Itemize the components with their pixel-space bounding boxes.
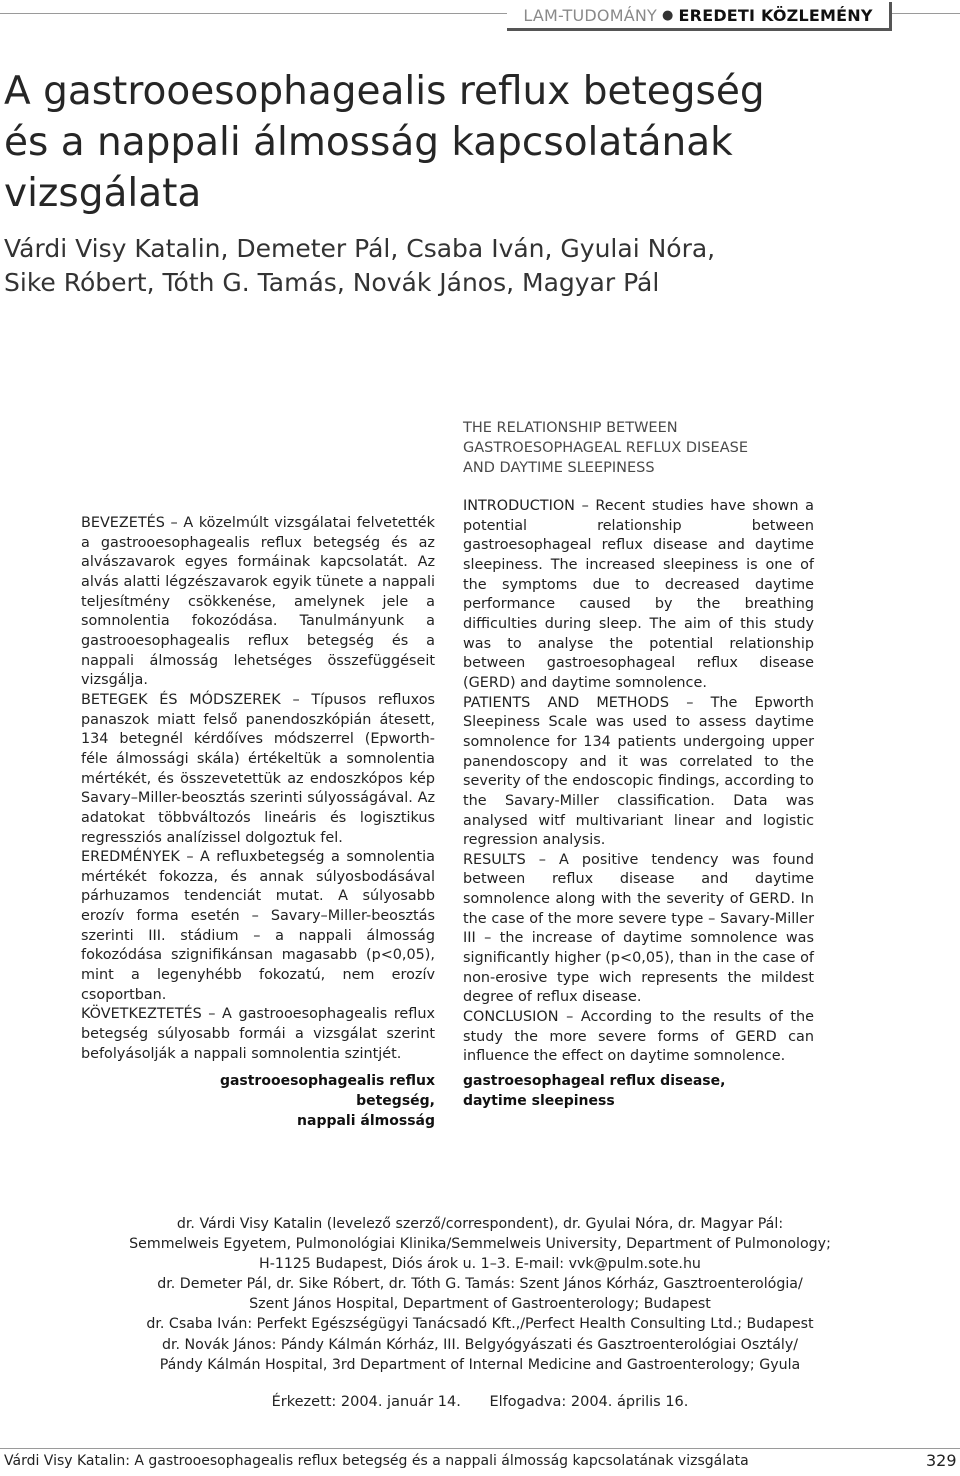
affiliation-line: dr. Csaba Iván: Perfekt Egészségügyi Tanácsadó Kft.,/Perfect Health Consulting Ltd.; Budapest (146, 1316, 814, 1333)
author-affiliations (60, 1214, 900, 1375)
submission-dates (0, 1392, 960, 1412)
journal-section-header (507, 2, 892, 31)
english-title (463, 418, 783, 478)
affiliation-line: Szent János Hospital, Department of Gastroenterology; Budapest (249, 1296, 711, 1313)
english-title-line: AND DAYTIME SLEEPINESS (463, 460, 655, 476)
title-line: vizsgálata (4, 171, 202, 216)
abstract-paragraph-conclusion: CONCLUSION – According to the results of the study the more severe forms of GERD can influence the effect on daytime somnolence. (463, 1009, 814, 1065)
keyword-line: nappali álmosság (297, 1113, 435, 1129)
abstract-hungarian (81, 514, 435, 1064)
section-label: LAM-TUDOMÁNY (523, 5, 657, 25)
title-line: A gastrooesophagealis reflux betegség (4, 69, 765, 114)
affiliation-line: dr. Várdi Visy Katalin (levelező szerző/correspondent), dr. Gyulai Nóra, dr. Magyar Pál: (176, 1216, 784, 1232)
abstract-paragraph-introduction: BEVEZETÉS – A közelmúlt vizsgálatai felvetették a gastrooesophagealis reflux betegség és az alvászavarok egyes formáinak kapcsolatát. Az alvás alatti légzészavarok egyik tünete a nappali teljesítmény csökkenése, amelynek jele a somnolentia fokozódása. Tanulmányunk a gastrooesophagealis reflux betegség és a nappali álmosság lehetséges összefüggéseit vizsgálja. (81, 515, 435, 689)
page-number: 329 (926, 1451, 957, 1470)
article-type-label: EREDETI KÖZLEMÉNY (678, 5, 873, 25)
author-list (4, 232, 944, 300)
affiliation-line: H-1125 Budapest, Diós árok u. 1–3. E-mail: vvk@pulm.sote.hu (259, 1256, 701, 1273)
abstract-paragraph-methods: BETEGEK ÉS MÓDSZEREK – Típusos refluxos panaszok miatt felső panendoszkópián átesett, 134 betegnél kérdőíves módszerrel (Epworth-féle álmossági skála) értékeltük a somnolentia mértékét, és összevetettük az endoszkópos kép Savary–Miller-beosztás szerinti súlyosságával. Az adatokat többváltozós lineáris és logisztikus regressziós analízissel dolgoztuk fel. (81, 691, 435, 846)
title-line: és a nappali álmosság kapcsolatának (4, 120, 733, 165)
keyword-line: gastroesophageal reflux disease, (463, 1073, 726, 1089)
keyword-line: gastrooesophagealis reflux betegség, (219, 1073, 435, 1109)
footer-rule (0, 1448, 960, 1449)
received-date: Érkezett: 2004. január 14. (271, 1394, 461, 1410)
header-rule-right (892, 13, 960, 14)
affiliation-line: dr. Demeter Pál, dr. Sike Róbert, dr. Tóth G. Tamás: Szent János Kórház, Gasztroenterológia/ (157, 1276, 803, 1293)
affiliation-line: Pándy Kálmán Hospital, 3rd Department of Internal Medicine and Gastroenterology; Gyula (159, 1356, 801, 1373)
accepted-date: Elfogadva: 2004. április 16. (489, 1394, 689, 1410)
running-title: Várdi Visy Katalin: A gastrooesophagealis reflux betegség és a nappali álmosság kapcsolatának vizsgálata (4, 1453, 749, 1469)
affiliation-line: dr. Novák János: Pándy Kálmán Kórház, III. Belgyógyászati és Gasztroenterológiai Osztály/ (161, 1336, 799, 1353)
article-title (4, 66, 944, 219)
english-title-line: GASTROESOPHAGEAL REFLUX DISEASE (463, 440, 748, 456)
abstract-paragraph-introduction: INTRODUCTION – Recent studies have shown a potential relationship between gastroesophageal reflux disease and daytime sleepiness. The increased sleepiness is one of the symptoms due to decreased daytime performance caused by the breathing difficulties during sleep. The aim of this study was to analyse the potential relationship between gastroesophageal reflux disease (GERD) and daytime somnolence. (463, 498, 814, 691)
abstract-paragraph-conclusion: KÖVETKEZTETÉS – A gastrooesophagealis reflux betegség súlyosabb formái a vizsgálat szerint befolyásolják a nappali somnolentia szintjét. (81, 1006, 435, 1062)
affiliation-line: Semmelweis Egyetem, Pulmonológiai Klinika/Semmelweis University, Department of Pulmonology; (129, 1236, 831, 1253)
separator-dot-icon: ● (662, 7, 674, 23)
english-title-line: THE RELATIONSHIP BETWEEN (463, 420, 678, 436)
abstract-english (463, 497, 814, 1067)
author-line: Sike Róbert, Tóth G. Tamás, Novák János, Magyar Pál (4, 268, 660, 297)
keywords-english (463, 1071, 783, 1111)
abstract-paragraph-results: RESULTS – A positive tendency was found between reflux disease and daytime somnolence along with the severity of GERD. In the case of the more severe type – Savary-Miller III – the increase of daytime somnolence was significantly higher (p<0,05), than in the case of non-erosive type wich represents the mildest degree of reflux disease. (463, 851, 814, 1006)
abstract-paragraph-results: EREDMÉNYEK – A refluxbetegség a somnolentia mértékét fokozza, és annak súlyosbodásával párhuzamos tendenciát mutat. A súlyosabb erozív forma esetén – Savary–Miller-beosztás szerinti III. stádium – a nappali álmosság fokozódása szignifikánsan magasabb (p<0,05), mint a legenyhébb fokozatú, nem erozív csoportban. (81, 849, 435, 1003)
author-line: Várdi Visy Katalin, Demeter Pál, Csaba Iván, Gyulai Nóra, (4, 234, 716, 263)
header-rule-left (0, 13, 507, 14)
keywords-hungarian (150, 1071, 435, 1131)
keyword-line: daytime sleepiness (463, 1093, 615, 1109)
abstract-paragraph-methods: PATIENTS AND METHODS – The Epworth Sleepiness Scale was used to assess daytime somnolence for 134 patients undergoing upper panendoscopy and it was correlated to the severity of the endoscopic findings, according to the Savary-Miller classification. Data was analysed witf multivariant linear and logistic regression analysis. (463, 694, 814, 849)
